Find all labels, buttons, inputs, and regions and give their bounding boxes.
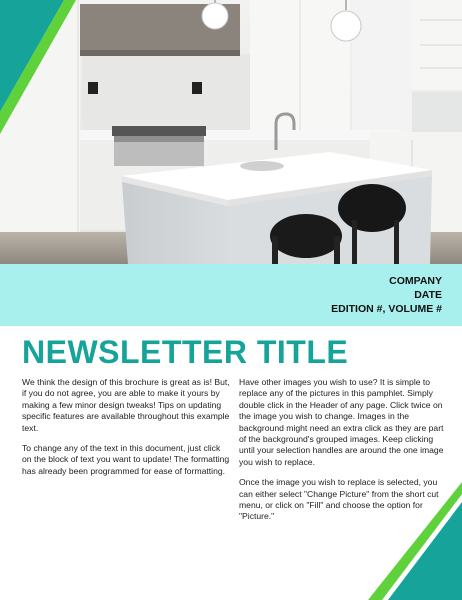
corner-decoration-top-left xyxy=(0,0,100,160)
body-column-left xyxy=(22,377,230,486)
body-paragraph: We think the design of this brochure is great as is! But, if you do not agree, you are able to make it yours by making a few minor design tweaks! Tips on updating specific features are available throughout this example text. xyxy=(22,377,230,433)
body-paragraph: To change any of the text in this document, just click on the block of text you want to update! The formatting has already been programmed for ease of formatting. xyxy=(22,443,230,476)
body-paragraph: Have other images you wish to use? It is simple to replace any of the pictures in this pamphlet. Simply double click in the Header of any page. Click twice on the image you wish to change. Images in the background might need an extra click as they are part of the background's grouped images. Keep clicking until your selection handles are around the one image you wish to replace. xyxy=(239,377,444,467)
body-paragraph: Once the image you wish to replace is selected, you can either select "Change Picture" from the short cut menu, or click on "Fill" and choose the option for "Picture." xyxy=(239,477,439,522)
corner-decoration-bottom-right xyxy=(352,470,462,600)
company-label: COMPANY xyxy=(389,275,442,287)
edition-meta xyxy=(331,274,442,316)
newsletter-title: NEWSLETTER TITLE xyxy=(22,334,349,370)
edition-info-band xyxy=(0,264,462,326)
edition-label: EDITION #, VOLUME # xyxy=(331,303,442,315)
date-label: DATE xyxy=(414,289,442,301)
